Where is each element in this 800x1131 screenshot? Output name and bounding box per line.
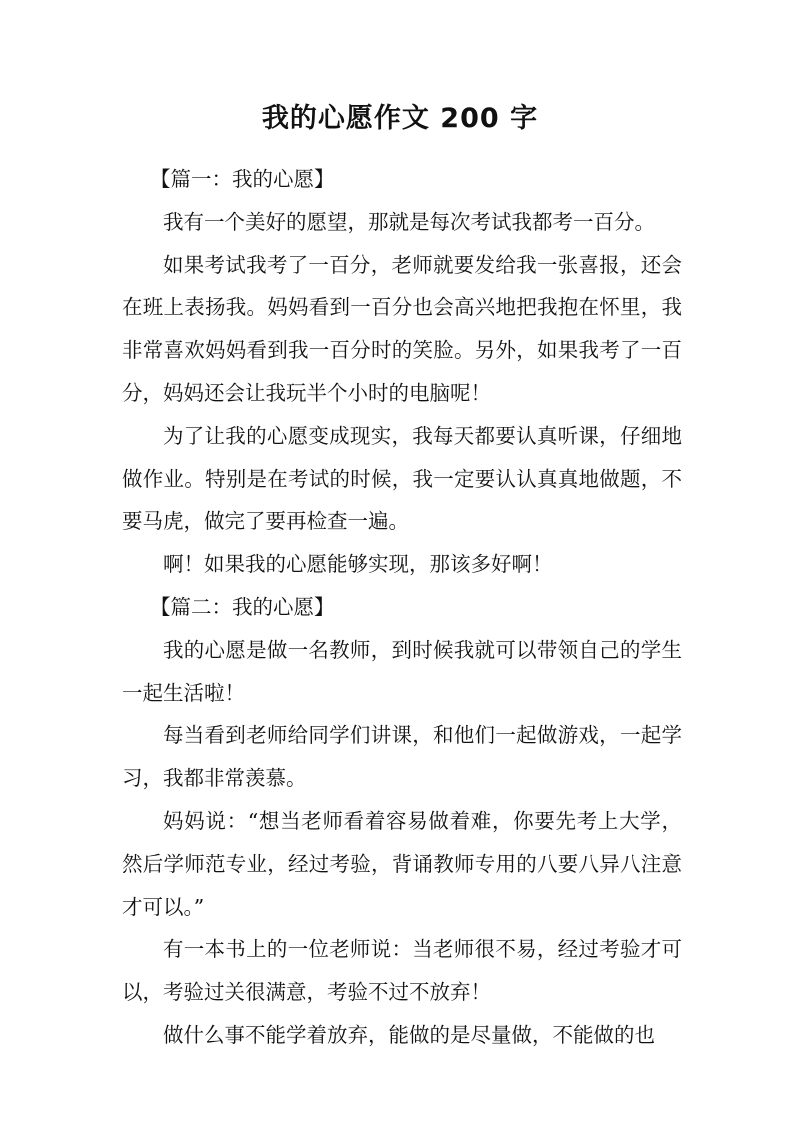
section-heading-2: 【篇二：我的心愿】 bbox=[150, 594, 335, 619]
document-body bbox=[122, 158, 682, 1057]
paragraph: 啊！如果我的心愿能够实现，那该多好啊！ bbox=[163, 552, 553, 577]
paragraph: 我有一个美好的愿望，那就是每次考试我都考一百分。 bbox=[163, 209, 655, 234]
paragraph: 做什么事不能学着放弃，能做的是尽量做，不能做的也 bbox=[163, 1022, 655, 1047]
paragraph: 如果考试我考了一百分，老师就要发给我一张喜报，还会在班上表扬我。妈妈看到一百分也会高兴地把我抱在怀里，我非常喜欢妈妈看到我一百分时的笑脸。另外，如果我考了一百分，妈妈还会让我玩半个小时的电脑呢！ bbox=[122, 252, 682, 405]
paragraph: 每当看到老师给同学们讲课，和他们一起做游戏，一起学习，我都非常羡慕。 bbox=[122, 723, 682, 791]
page-title: 我的心愿作文 200 字 bbox=[261, 103, 539, 134]
paragraph: 为了让我的心愿变成现实，我每天都要认真听课，仔细地做作业。特别是在考试的时候，我一定要认认真真地做题，不要马虎，做完了要再检查一遍。 bbox=[122, 423, 682, 534]
paragraph: 我的心愿是做一名教师，到时候我就可以带领自己的学生一起生活啦！ bbox=[122, 637, 682, 705]
paragraph: 有一本书上的一位老师说：当老师很不易，经过考验才可以，考验过关很满意，考验不过不放弃！ bbox=[122, 937, 682, 1005]
section-heading-1: 【篇一：我的心愿】 bbox=[150, 167, 335, 191]
paragraph: 妈妈说：“想当老师看着容易做着难，你要先考上大学，然后学师范专业，经过考验，背诵教师专用的八要八异八注意才可以。” bbox=[122, 808, 682, 919]
